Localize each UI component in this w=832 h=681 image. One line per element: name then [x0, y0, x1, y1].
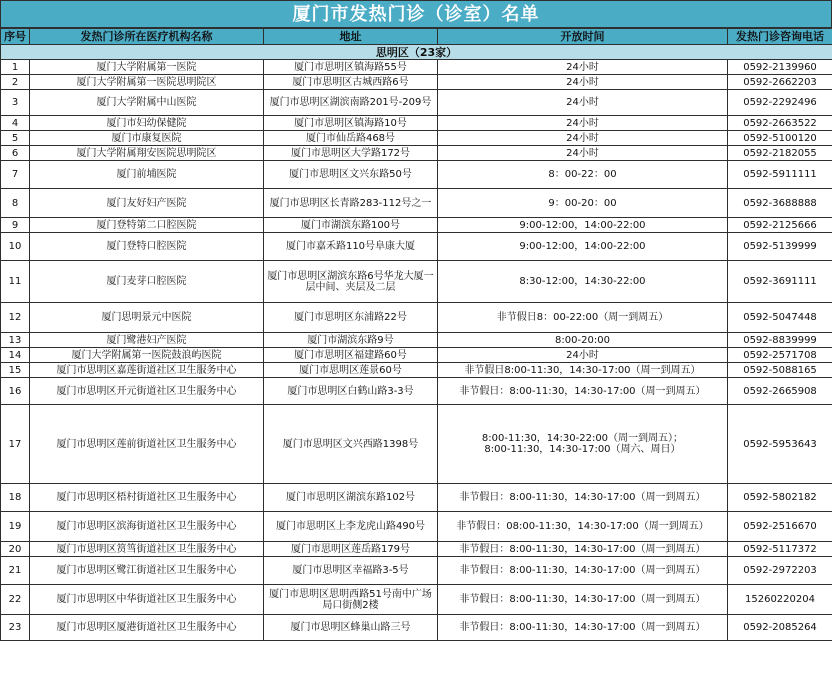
cell-name: 厦门市思明区鹭江街道社区卫生服务中心	[30, 557, 264, 585]
cell-no: 18	[1, 484, 30, 512]
cell-address: 厦门市思明区文兴西路1398号	[264, 405, 438, 484]
cell-hours: 非节假日：8:00-11:30，14:30-17:00（周一到周五）	[438, 542, 728, 557]
page-title: 厦门市发热门诊（诊室）名单	[0, 0, 832, 28]
cell-hours: 9:00-12:00，14:00-22:00	[438, 218, 728, 233]
cell-name: 厦门友好妇产医院	[30, 189, 264, 218]
table-row	[1, 585, 832, 615]
cell-name: 厦门登特第二口腔医院	[30, 218, 264, 233]
cell-address: 厦门市思明区湖滨南路201号-209号	[264, 90, 438, 116]
cell-no: 2	[1, 75, 30, 90]
cell-hours: 24小时	[438, 90, 728, 116]
table-row	[1, 131, 832, 146]
cell-name: 厦门大学附属第一医院思明院区	[30, 75, 264, 90]
cell-no: 16	[1, 378, 30, 405]
table-row	[1, 542, 832, 557]
table-row	[1, 218, 832, 233]
cell-hours: 非节假日：08:00-11:30，14:30-17:00（周一到周五）	[438, 512, 728, 542]
cell-no: 3	[1, 90, 30, 116]
cell-name: 厦门鹭港妇产医院	[30, 333, 264, 348]
cell-no: 4	[1, 116, 30, 131]
cell-name: 厦门市思明区厦港街道社区卫生服务中心	[30, 615, 264, 641]
cell-phone: 0592-5911111	[728, 161, 832, 189]
cell-no: 23	[1, 615, 30, 641]
cell-address: 厦门市思明区白鹤山路3-3号	[264, 378, 438, 405]
cell-hours: 24小时	[438, 75, 728, 90]
cell-address: 厦门市思明区幸福路3-5号	[264, 557, 438, 585]
cell-phone: 0592-2663522	[728, 116, 832, 131]
cell-hours: 24小时	[438, 131, 728, 146]
cell-phone: 0592-2516670	[728, 512, 832, 542]
cell-hours: 非节假日8：00-22:00（周一到周五）	[438, 303, 728, 333]
cell-phone: 0592-2665908	[728, 378, 832, 405]
cell-phone: 0592-5047448	[728, 303, 832, 333]
cell-address: 厦门市思明区莲景60号	[264, 363, 438, 378]
cell-phone: 0592-5953643	[728, 405, 832, 484]
table-row	[1, 557, 832, 585]
cell-no: 14	[1, 348, 30, 363]
cell-hours: 8：00-22：00	[438, 161, 728, 189]
cell-no: 7	[1, 161, 30, 189]
cell-name: 厦门市思明区莲前街道社区卫生服务中心	[30, 405, 264, 484]
table-row	[1, 303, 832, 333]
header-row	[1, 29, 832, 45]
cell-name: 厦门市思明区梧村街道社区卫生服务中心	[30, 484, 264, 512]
table-row	[1, 615, 832, 641]
cell-hours: 非节假日：8:00-11:30，14:30-17:00（周一到周五）	[438, 615, 728, 641]
cell-name: 厦门麦芽口腔医院	[30, 261, 264, 303]
table-row	[1, 233, 832, 261]
cell-address: 厦门市思明区思明西路51号南中广场局口街侧2楼	[264, 585, 438, 615]
cell-name: 厦门市思明区滨海街道社区卫生服务中心	[30, 512, 264, 542]
cell-phone: 0592-2571708	[728, 348, 832, 363]
cell-phone: 0592-3691111	[728, 261, 832, 303]
cell-no: 12	[1, 303, 30, 333]
cell-name: 厦门大学附属第一医院鼓浪屿医院	[30, 348, 264, 363]
cell-phone: 0592-5100120	[728, 131, 832, 146]
cell-address: 厦门市思明区湖滨东路6号华龙大厦一层中间、夹层及二层	[264, 261, 438, 303]
cell-hours: 9:00-12:00，14:00-22:00	[438, 233, 728, 261]
cell-address: 厦门市思明区上李龙虎山路490号	[264, 512, 438, 542]
col-header-phone: 发热门诊咨询电话	[728, 29, 832, 45]
cell-no: 1	[1, 60, 30, 75]
cell-no: 15	[1, 363, 30, 378]
cell-no: 8	[1, 189, 30, 218]
cell-hours: 非节假日8:00-11:30，14:30-17:00（周一到周五）	[438, 363, 728, 378]
cell-address: 厦门市思明区湖滨东路102号	[264, 484, 438, 512]
cell-name: 厦门市思明区筼筜街道社区卫生服务中心	[30, 542, 264, 557]
cell-hours: 非节假日：8:00-11:30，14:30-17:00（周一到周五）	[438, 484, 728, 512]
cell-name: 厦门大学附属中山医院	[30, 90, 264, 116]
table-row	[1, 348, 832, 363]
cell-address: 厦门市思明区文兴东路50号	[264, 161, 438, 189]
cell-no: 19	[1, 512, 30, 542]
cell-phone: 0592-2292496	[728, 90, 832, 116]
cell-phone: 0592-2972203	[728, 557, 832, 585]
cell-address: 厦门市嘉禾路110号阜康大厦	[264, 233, 438, 261]
cell-phone: 0592-3688888	[728, 189, 832, 218]
cell-address: 厦门市思明区镇海路10号	[264, 116, 438, 131]
table-row	[1, 378, 832, 405]
cell-no: 20	[1, 542, 30, 557]
col-header-name: 发热门诊所在医疗机构名称	[30, 29, 264, 45]
cell-no: 17	[1, 405, 30, 484]
cell-hours: 非节假日：8:00-11:30，14:30-17:00（周一到周五）	[438, 585, 728, 615]
cell-phone: 0592-5802182	[728, 484, 832, 512]
cell-name: 厦门市妇幼保健院	[30, 116, 264, 131]
cell-no: 21	[1, 557, 30, 585]
cell-no: 10	[1, 233, 30, 261]
cell-phone: 0592-2085264	[728, 615, 832, 641]
cell-phone: 0592-5088165	[728, 363, 832, 378]
table-row	[1, 146, 832, 161]
col-header-hours: 开放时间	[438, 29, 728, 45]
cell-no: 13	[1, 333, 30, 348]
cell-name: 厦门大学附属翔安医院思明院区	[30, 146, 264, 161]
cell-hours: 非节假日：8:00-11:30，14:30-17:00（周一到周五）	[438, 378, 728, 405]
cell-hours: 24小时	[438, 348, 728, 363]
table-row	[1, 161, 832, 189]
cell-address: 厦门市思明区蜂巢山路三号	[264, 615, 438, 641]
cell-hours: 非节假日：8:00-11:30，14:30-17:00（周一到周五）	[438, 557, 728, 585]
cell-hours: 8:00-11:30，14:30-22:00（周一到周五）； 8:00-11:30，14:30-17:00（周六、周日）	[438, 405, 728, 484]
cell-hours: 24小时	[438, 116, 728, 131]
cell-address: 厦门市思明区古城西路6号	[264, 75, 438, 90]
table-row	[1, 333, 832, 348]
cell-address: 厦门市湖滨东路9号	[264, 333, 438, 348]
cell-phone: 0592-2139960	[728, 60, 832, 75]
table-row	[1, 405, 832, 484]
table-row	[1, 484, 832, 512]
cell-address: 厦门市思明区莲岳路179号	[264, 542, 438, 557]
table-row	[1, 116, 832, 131]
cell-name: 厦门前埔医院	[30, 161, 264, 189]
table-row	[1, 512, 832, 542]
col-header-address: 地址	[264, 29, 438, 45]
cell-phone: 0592-5139999	[728, 233, 832, 261]
cell-name: 厦门市思明区中华街道社区卫生服务中心	[30, 585, 264, 615]
cell-no: 5	[1, 131, 30, 146]
cell-phone: 15260220204	[728, 585, 832, 615]
cell-hours: 8:00-20:00	[438, 333, 728, 348]
cell-name: 厦门市思明区开元街道社区卫生服务中心	[30, 378, 264, 405]
cell-hours: 8:30-12:00，14:30-22:00	[438, 261, 728, 303]
cell-name: 厦门大学附属第一医院	[30, 60, 264, 75]
cell-name: 厦门登特口腔医院	[30, 233, 264, 261]
cell-address: 厦门市仙岳路468号	[264, 131, 438, 146]
cell-phone: 0592-5117372	[728, 542, 832, 557]
clinic-table	[0, 28, 832, 641]
cell-no: 22	[1, 585, 30, 615]
cell-address: 厦门市思明区福建路60号	[264, 348, 438, 363]
cell-hours: 24小时	[438, 146, 728, 161]
cell-address: 厦门市思明区长青路283-112号之一	[264, 189, 438, 218]
cell-phone: 0592-8839999	[728, 333, 832, 348]
cell-phone: 0592-2125666	[728, 218, 832, 233]
section-label: 思明区（23家）	[1, 45, 832, 60]
cell-no: 9	[1, 218, 30, 233]
cell-phone: 0592-2182055	[728, 146, 832, 161]
cell-hours: 9：00-20：00	[438, 189, 728, 218]
cell-address: 厦门市思明区大学路172号	[264, 146, 438, 161]
cell-address: 厦门市湖滨东路100号	[264, 218, 438, 233]
table-row	[1, 60, 832, 75]
cell-no: 6	[1, 146, 30, 161]
table-row	[1, 75, 832, 90]
table-row	[1, 363, 832, 378]
cell-name: 厦门市康复医院	[30, 131, 264, 146]
cell-address: 厦门市思明区东浦路22号	[264, 303, 438, 333]
cell-address: 厦门市思明区镇海路55号	[264, 60, 438, 75]
table-row	[1, 189, 832, 218]
table-row	[1, 90, 832, 116]
col-header-no: 序号	[1, 29, 30, 45]
cell-hours: 24小时	[438, 60, 728, 75]
cell-name: 厦门思明景元中医院	[30, 303, 264, 333]
cell-name: 厦门市思明区嘉莲街道社区卫生服务中心	[30, 363, 264, 378]
cell-no: 11	[1, 261, 30, 303]
table-row	[1, 261, 832, 303]
cell-phone: 0592-2662203	[728, 75, 832, 90]
section-row	[1, 45, 832, 60]
